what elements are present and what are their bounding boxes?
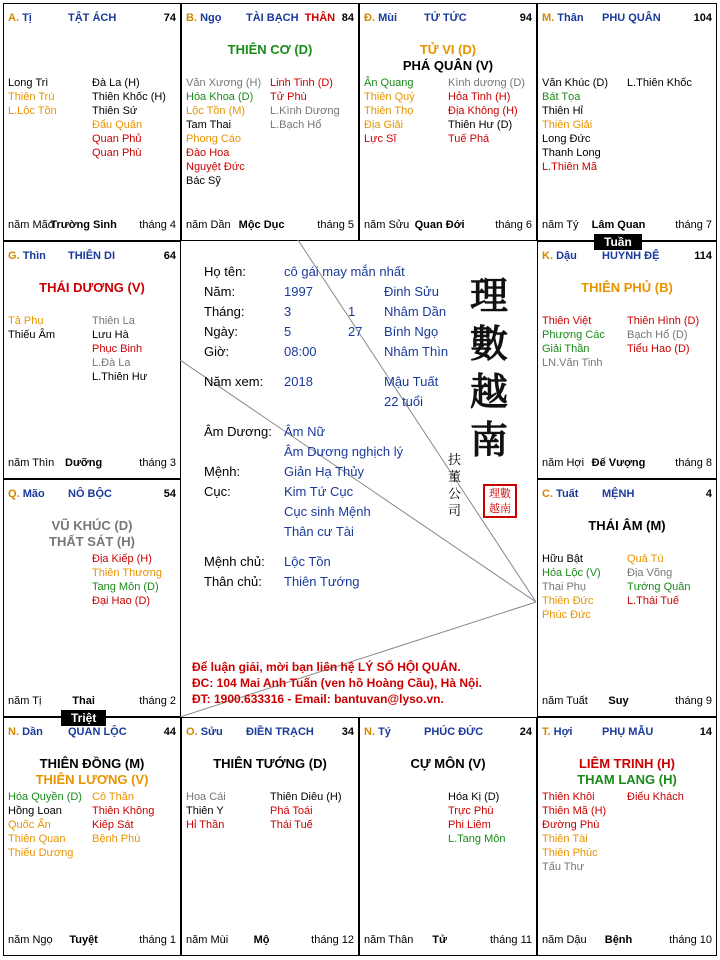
main-star: VŨ KHÚC (D) (51, 518, 133, 533)
main-star: THÁI ÂM (M) (588, 518, 666, 533)
star: Thiên Thọ (364, 105, 414, 117)
main-stars (538, 518, 716, 534)
star: Hỉ Thần (186, 819, 225, 831)
palace-footer (186, 934, 354, 947)
palace-header (542, 12, 712, 26)
palace-year: năm Tị (8, 695, 42, 707)
value-month-lunar-num: 1 (348, 304, 356, 319)
palace-name: PHỤ MẪU (602, 726, 654, 738)
palace-month: tháng 7 (675, 219, 712, 231)
palace-name: ĐIỀN TRẠCH (246, 726, 314, 738)
star: Tả Phụ (8, 315, 44, 327)
palace-year: năm Mùi (186, 934, 229, 946)
star: Hóa Kị (D) (448, 791, 500, 803)
value-day-lunar: Bính Ngọ (384, 324, 439, 339)
stars-right (92, 314, 173, 384)
star: Hoa Cái (186, 791, 226, 803)
seal-char-1: 理 (470, 273, 509, 318)
palace-name: PHU QUÂN (602, 12, 661, 24)
palace-name: NÔ BỘC (68, 488, 112, 500)
palace-month: tháng 5 (317, 219, 354, 231)
palace-month: tháng 6 (495, 219, 532, 231)
value-day-lunar-num: 27 (348, 324, 363, 339)
star: Thai Phụ (542, 581, 587, 593)
palace-p3 (359, 3, 537, 241)
stars-right (627, 552, 709, 608)
star: Thiếu Dương (8, 847, 74, 859)
star: Giải Thần (542, 343, 590, 355)
palace-month: tháng 11 (489, 934, 532, 946)
palace-stage: Tử (432, 934, 447, 946)
palace-stage: Quan Đới (414, 219, 465, 231)
palace-year: năm Dậu (542, 934, 587, 946)
star: Thiên Hư (D) (448, 119, 513, 131)
palace-branch: B. Ngọ (186, 12, 222, 24)
palace-branch: Q. Mão (8, 488, 45, 500)
palace-footer (542, 219, 712, 232)
star: Lộc Tồn (M) (186, 105, 246, 117)
palace-stage: Tuyệt (69, 934, 98, 946)
palace-branch: G. Thìn (8, 250, 46, 262)
value-year-solar: 1997 (284, 284, 313, 299)
stars-left (364, 76, 445, 146)
value-amduong-1: Âm Nữ (284, 424, 326, 439)
palace-p2 (181, 3, 359, 241)
star: Phúc Đức (542, 609, 591, 621)
palace-header (8, 488, 176, 502)
main-stars (182, 756, 358, 772)
than-marker: THÂN (304, 12, 336, 24)
star: Thiên Không (92, 805, 155, 817)
palace-header (364, 726, 532, 740)
star: Văn Xương (H) (186, 77, 262, 89)
palace-year: năm Sửu (364, 219, 410, 231)
value-view-lunar: Mậu Tuất (384, 374, 439, 389)
palace-p5 (3, 241, 181, 479)
value-cuc-2: Cục sinh Mệnh (284, 504, 371, 519)
star: Kình dương (D) (448, 77, 525, 89)
star: Thiếu Âm (8, 329, 56, 341)
palace-p1 (3, 3, 181, 241)
star: Thanh Long (542, 147, 601, 159)
palace-number: 44 (163, 726, 176, 738)
star: Địa Kiếp (H) (92, 553, 152, 565)
palace-branch: N. Tý (364, 726, 391, 738)
palace-name: TÀI BẠCH THÂN (246, 12, 336, 24)
stars-left (8, 790, 89, 860)
palace-name: THIÊN DI (68, 250, 116, 262)
star: L.Kình Dương (270, 105, 340, 117)
palace-month: tháng 3 (139, 457, 176, 469)
label-hour: Giờ: (204, 344, 230, 359)
palace-footer (8, 457, 176, 470)
label-day: Ngày: (204, 324, 238, 339)
palace-month: tháng 10 (669, 934, 712, 946)
label-cuc: Cục: (204, 484, 231, 499)
star: Phá Toái (270, 805, 313, 817)
star: Đà La (H) (92, 77, 140, 89)
star: Quan Phủ (92, 133, 142, 145)
tuan-marker: Tuần (594, 234, 642, 250)
star: Thiên Khôi (542, 791, 595, 803)
star: LN.Văn Tinh (542, 357, 603, 369)
palace-header (8, 12, 176, 26)
palace-year: năm Thìn (8, 457, 55, 469)
triet-marker: Triệt (61, 710, 106, 726)
palace-p11 (359, 717, 537, 956)
stars-right (92, 790, 173, 846)
main-stars (182, 42, 358, 58)
star: Phượng Các (542, 329, 605, 341)
main-star: LIÊM TRINH (H) (578, 756, 676, 771)
palace-number: 84 (341, 12, 354, 24)
star: Tử Phù (270, 91, 307, 103)
palace-number: 54 (163, 488, 176, 500)
stars-left (542, 76, 624, 174)
stars-left (186, 76, 267, 188)
star: Đẩu Quân (92, 119, 143, 131)
star: Nguyệt Đức (186, 161, 245, 173)
palace-p9 (3, 717, 181, 956)
palace-year: năm Hợi (542, 457, 585, 469)
palace-stage: Mộc Dục (238, 219, 285, 231)
star: Đường Phù (542, 819, 600, 831)
palace-number: 94 (519, 12, 532, 24)
stars-right (627, 76, 709, 90)
palace-branch: K. Dậu (542, 250, 577, 262)
star: Hồng Loan (8, 805, 62, 817)
palace-header (8, 726, 176, 740)
star: Quả Tú (627, 553, 664, 565)
palace-year: năm Tý (542, 219, 579, 231)
star: Cô Thần (92, 791, 134, 803)
star: Phi Liêm (448, 819, 491, 831)
palace-footer (364, 219, 532, 232)
star: Thái Tuế (270, 819, 313, 831)
main-star: PHÁ QUÂN (V) (402, 58, 494, 73)
palace-footer (186, 219, 354, 232)
palace-branch: A. Tị (8, 12, 32, 24)
star: Thiên Đức (542, 595, 594, 607)
star: L.Thái Tuế (627, 595, 679, 607)
seal-stamp: 理數 越南 (483, 484, 517, 518)
star: Hóa Lộc (V) (542, 567, 601, 579)
value-day-solar: 5 (284, 324, 292, 339)
star: Bác Sỹ (186, 175, 221, 187)
star: Hỏa Tinh (H) (448, 91, 511, 103)
palace-month: tháng 2 (139, 695, 176, 707)
stars-left (8, 314, 89, 342)
main-star: TỬ VI (D) (419, 42, 477, 57)
palace-number: 114 (694, 250, 712, 262)
star: Hóa Khoa (D) (186, 91, 254, 103)
palace-year: năm Thân (364, 934, 414, 946)
star: Thiên Việt (542, 315, 592, 327)
star: Điếu Khách (627, 791, 684, 803)
stars-left (186, 790, 267, 832)
main-stars (360, 42, 536, 74)
star: Đào Hoa (186, 147, 230, 159)
value-menh-chu: Lộc Tồn (284, 554, 331, 569)
star: Tam Thai (186, 119, 232, 131)
palace-stage: Suy (608, 695, 629, 707)
palace-stage: Mộ (253, 934, 270, 946)
palace-year: năm Tuất (542, 695, 588, 707)
main-stars (4, 518, 180, 550)
main-star: THIÊN CƠ (D) (227, 42, 313, 57)
palace-number: 34 (341, 726, 354, 738)
stars-right (627, 314, 709, 356)
contact-line-3: ĐT: 1900.633316 - Email: bantuvan@lyso.vn. (192, 692, 444, 706)
palace-year: năm Ngọ (8, 934, 53, 946)
palace-month: tháng 9 (675, 695, 712, 707)
star: Đại Hao (D) (92, 595, 151, 607)
palace-p8 (537, 479, 717, 717)
star: Phong Cáo (186, 133, 242, 145)
star: Thiên Y (186, 805, 224, 817)
contact-line-2: ĐC: 104 Mai Anh Tuấn (ven hồ Hoàng Cầu), Hà Nội. (192, 676, 483, 690)
stars-left (542, 314, 624, 370)
star: Thiên Tài (542, 833, 588, 845)
palace-number: 24 (519, 726, 532, 738)
palace-footer (8, 695, 176, 708)
palace-header (186, 726, 354, 740)
palace-number: 104 (693, 12, 712, 24)
palace-stage: Trường Sinh (50, 219, 117, 231)
star: Địa Không (H) (448, 105, 518, 117)
star: Thiên Hỉ (542, 105, 583, 117)
value-name: cô gái may mắn nhất (284, 264, 405, 279)
label-year: Năm: (204, 284, 236, 299)
star: Lưu Hà (92, 329, 129, 341)
label-month: Tháng: (204, 304, 245, 319)
palace-header (542, 488, 712, 502)
palace-header (542, 250, 712, 264)
star: Linh Tinh (D) (270, 77, 333, 89)
star: Tướng Quân (627, 581, 691, 593)
palace-p6 (537, 241, 717, 479)
palace-name: QUAN LỘC (68, 726, 127, 738)
main-star: THẤT SÁT (H) (49, 534, 135, 549)
star: Thiên Diêu (H) (270, 791, 342, 803)
palace-stage: Đế Vượng (591, 457, 646, 469)
value-cuc-3: Thân cư Tài (284, 524, 354, 539)
palace-name: PHÚC ĐỨC (424, 726, 484, 738)
star: Bạch Hổ (D) (627, 329, 688, 341)
palace-branch: Đ. Mùi (364, 12, 398, 24)
contact-line-1: Để luận giải, mời bạn liên hệ LÝ SỐ HỘI QUÁN. (192, 660, 461, 674)
palace-p7 (3, 479, 181, 717)
palace-p12 (537, 717, 717, 956)
main-stars (4, 756, 180, 788)
star: Tuế Phá (448, 133, 490, 145)
main-star: THIÊN LƯƠNG (V) (35, 772, 149, 787)
value-hour-solar: 08:00 (284, 344, 317, 359)
value-year-lunar: Đinh Sửu (384, 284, 439, 299)
main-star: CỰ MÔN (V) (410, 756, 486, 771)
star: Thiên Hình (D) (627, 315, 700, 327)
main-star: THIÊN TƯỚNG (D) (213, 756, 327, 771)
palace-p4 (537, 3, 717, 241)
star: Trực Phù (448, 805, 494, 817)
star: L.Thiên Khốc (627, 77, 692, 89)
star: Thiên Giải (542, 119, 593, 131)
star: Thiên Phúc (542, 847, 598, 859)
stars-right (92, 76, 173, 160)
palace-name: MỆNH (602, 488, 635, 500)
stars-right (270, 76, 351, 132)
palace-header (364, 12, 532, 26)
star: L.Đà La (92, 357, 131, 369)
star: Thiên Mã (H) (542, 805, 607, 817)
value-amduong-2: Âm Dương nghịch lý (284, 444, 404, 459)
label-menh-chu: Mệnh chủ: (204, 554, 265, 569)
stars-right (627, 790, 709, 804)
value-month-solar: 3 (284, 304, 292, 319)
star: L.Bạch Hổ (270, 119, 322, 131)
palace-number: 74 (163, 12, 176, 24)
palace-stage: Dưỡng (65, 457, 103, 469)
main-star: THIÊN PHỦ (B) (581, 280, 673, 295)
value-view-year: 2018 (284, 374, 313, 389)
palace-footer (542, 934, 712, 947)
star: L.Tang Môn (448, 833, 506, 845)
star: L.Thiên Hư (92, 371, 148, 383)
star: Tiểu Hao (D) (627, 343, 690, 355)
palace-branch: C. Tuất (542, 488, 579, 500)
palace-name: TẬT ÁCH (68, 12, 117, 24)
seal-char-4: 南 (470, 417, 509, 462)
star: Lực Sĩ (364, 133, 397, 145)
palace-month: tháng 4 (139, 219, 176, 231)
palace-footer (8, 219, 176, 232)
center-info-panel (180, 240, 536, 717)
palace-branch: O. Sửu (186, 726, 223, 738)
palace-p10 (181, 717, 359, 956)
star: Hữu Bật (542, 553, 583, 565)
label-than-chu: Thân chủ: (204, 574, 262, 589)
stars-right (270, 790, 351, 832)
palace-branch: N. Dần (8, 726, 43, 738)
star: Ân Quang (364, 77, 414, 89)
star: Thiên Trù (8, 91, 55, 103)
palace-month: tháng 1 (139, 934, 176, 946)
palace-month: tháng 12 (311, 934, 354, 946)
star: Quốc Ấn (8, 819, 51, 831)
palace-stage: Bệnh (604, 934, 633, 946)
label-menh: Mệnh: (204, 464, 241, 479)
star: Phục Binh (92, 343, 143, 355)
star: Thiên Sứ (92, 105, 138, 117)
stars-left (542, 790, 624, 874)
stars-right (448, 76, 529, 146)
main-star: THIÊN ĐỒNG (M) (39, 756, 145, 771)
star: Long Đức (542, 133, 591, 145)
star: Địa Giải (364, 119, 404, 131)
palace-number: 4 (705, 488, 712, 500)
value-hour-lunar: Nhâm Thìn (384, 344, 449, 359)
palace-name: TỨ TỨC (424, 12, 467, 24)
main-stars (538, 756, 716, 788)
palace-month: tháng 8 (675, 457, 712, 469)
value-month-lunar: Nhâm Dần (384, 304, 447, 319)
palace-name: HUYNH ĐỆ (602, 250, 660, 262)
stars-left (8, 76, 89, 118)
star: Bát Tọa (542, 91, 581, 103)
star: Bệnh Phù (92, 833, 141, 845)
seal-char-2: 數 (470, 321, 509, 366)
star: L.Lộc Tồn (8, 105, 57, 117)
star: Thiên La (92, 315, 135, 327)
star: Địa Võng (627, 567, 673, 579)
main-stars (4, 280, 180, 296)
palace-footer (8, 934, 176, 947)
palace-footer (542, 695, 712, 708)
main-star: THAM LANG (H) (577, 772, 677, 787)
palace-number: 14 (699, 726, 712, 738)
palace-header (542, 726, 712, 740)
stars-right (92, 552, 173, 608)
palace-branch: T. Hợi (542, 726, 573, 738)
star: Thiên Quý (364, 91, 415, 103)
main-stars (360, 756, 536, 772)
value-than-chu: Thiên Tướng (284, 574, 360, 589)
star: Tấu Thư (542, 861, 585, 873)
star: Thiên Thương (92, 567, 163, 579)
label-amduong: Âm Dương: (204, 424, 272, 439)
stars-left (542, 552, 624, 622)
palace-year: năm Dần (186, 219, 231, 231)
palace-branch: M. Thân (542, 12, 584, 24)
palace-header (8, 250, 176, 264)
value-menh: Giản Hạ Thủy (284, 464, 364, 479)
star: Long Trì (8, 77, 49, 89)
star: Tang Môn (D) (92, 581, 159, 593)
palace-footer (542, 457, 712, 470)
main-star: THÁI DƯƠNG (V) (39, 280, 145, 295)
label-name: Họ tên: (204, 264, 246, 279)
palace-year: năm Mão (8, 219, 54, 231)
star: Văn Khúc (D) (542, 77, 609, 89)
star: Thiên Quan (8, 833, 66, 845)
seal-char-3: 越 (470, 369, 509, 414)
palace-footer (364, 934, 532, 947)
value-age: 22 tuổi (384, 394, 424, 409)
star: Hóa Quyền (D) (8, 791, 82, 803)
palace-stage: Lâm Quan (591, 219, 646, 231)
main-stars (538, 280, 716, 296)
palace-number: 64 (163, 250, 176, 262)
stars-right (448, 790, 529, 846)
palace-stage: Thai (72, 695, 95, 707)
star: Kiếp Sát (92, 819, 134, 831)
palace-header (186, 12, 354, 26)
star: Quan Phù (92, 147, 142, 159)
label-view-year: Năm xem: (204, 374, 264, 389)
value-cuc-1: Kim Tứ Cục (284, 484, 354, 499)
star: L.Thiên Mã (542, 161, 598, 173)
seal-small-text: 扶董公司 (448, 453, 462, 519)
star: Thiên Khốc (H) (92, 91, 166, 103)
